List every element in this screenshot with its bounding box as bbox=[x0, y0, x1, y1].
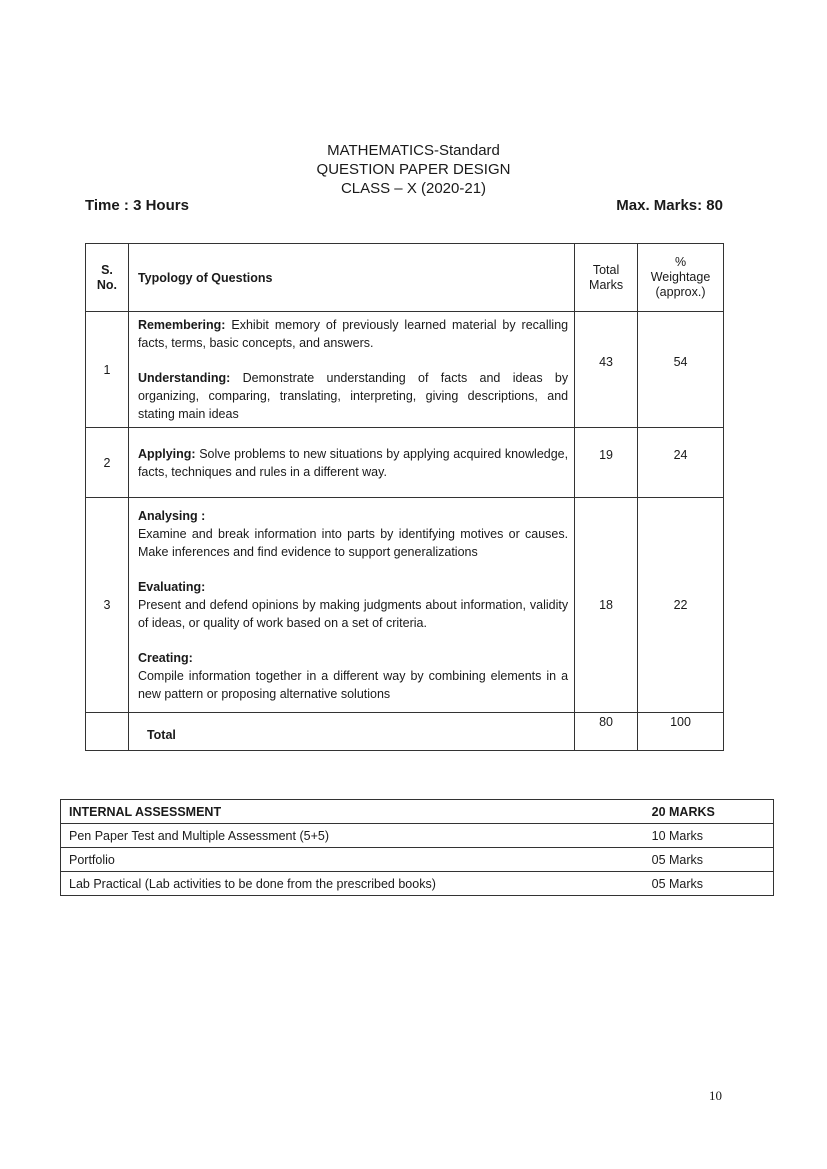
ia-title: INTERNAL ASSESSMENT bbox=[61, 800, 644, 824]
table-row bbox=[86, 312, 724, 428]
ia-marks: 10 Marks bbox=[644, 824, 774, 848]
header-wt-line1: % bbox=[674, 255, 687, 269]
class-title: CLASS – X (2020-21) bbox=[340, 180, 487, 197]
page-number: 10 bbox=[709, 1088, 722, 1103]
remembering-block bbox=[138, 316, 568, 352]
document-heading bbox=[0, 142, 827, 199]
row-sno: 3 bbox=[86, 498, 129, 713]
design-title: QUESTION PAPER DESIGN bbox=[316, 161, 511, 178]
creating-text: Compile information together in a different way by combining elements in a new pattern or proposing alternative solutions bbox=[137, 669, 569, 701]
row-marks: 18 bbox=[575, 498, 638, 713]
max-marks-label: Max. Marks: 80 bbox=[616, 197, 723, 214]
ia-header-row bbox=[61, 800, 774, 824]
total-blank-cell bbox=[86, 713, 129, 751]
row-sno: 1 bbox=[86, 312, 129, 428]
evaluating-text: Present and defend opinions by making judgments about information, validity of ideas, or quality of work based on a set of criteria. bbox=[137, 598, 569, 630]
creating-title: Creating: bbox=[137, 651, 193, 665]
row-typology bbox=[128, 312, 574, 428]
creating-block bbox=[138, 649, 568, 703]
remembering-text: Exhibit memory of previously learned material by recalling facts, terms, basic concepts, and answers. bbox=[137, 318, 569, 350]
evaluating-title: Evaluating: bbox=[137, 580, 206, 594]
header-marks-line1: Total bbox=[592, 262, 620, 277]
row-weightage: 22 bbox=[638, 498, 724, 713]
total-weightage: 100 bbox=[638, 713, 724, 751]
table-row bbox=[61, 848, 774, 872]
analysing-title: Analysing : bbox=[137, 509, 206, 523]
ia-item: Pen Paper Test and Multiple Assessment (5+5) bbox=[61, 824, 644, 848]
row-typology bbox=[128, 428, 574, 498]
ia-marks: 05 Marks bbox=[644, 848, 774, 872]
total-label: Total bbox=[128, 713, 574, 751]
applying-title: Applying: bbox=[137, 446, 196, 461]
total-marks: 80 bbox=[575, 713, 638, 751]
header-sno-line1: S. bbox=[101, 262, 113, 277]
header-total-marks bbox=[575, 244, 638, 312]
header-sno-line2: No. bbox=[96, 277, 118, 292]
analysing-block bbox=[138, 507, 568, 561]
total-row bbox=[86, 713, 724, 751]
understanding-text: Demonstrate understanding of facts and ideas by organizing, comparing, translating, interpreting, giving descriptions, and stating main ideas bbox=[137, 371, 569, 421]
table-row bbox=[61, 824, 774, 848]
table-row bbox=[86, 428, 724, 498]
header-sno bbox=[86, 244, 129, 312]
header-wt-line3: (approx.) bbox=[655, 285, 706, 299]
understanding-title: Understanding: bbox=[137, 371, 231, 385]
row-marks: 19 bbox=[575, 428, 638, 498]
ia-marks: 05 Marks bbox=[644, 872, 774, 896]
table-header-row bbox=[86, 244, 724, 312]
table-row bbox=[86, 498, 724, 713]
time-label: Time : 3 Hours bbox=[85, 197, 189, 214]
header-marks-line2: Marks bbox=[589, 277, 624, 292]
analysing-text: Examine and break information into parts by identifying motives or causes. Make inferences and find evidence to support generalizations bbox=[137, 527, 569, 559]
ia-title-marks: 20 MARKS bbox=[644, 800, 774, 824]
row-marks: 43 bbox=[575, 312, 638, 428]
row-sno: 2 bbox=[86, 428, 129, 498]
applying-block bbox=[138, 445, 568, 481]
header-wt-line2: Weightage bbox=[650, 270, 711, 284]
internal-assessment-table bbox=[60, 799, 774, 896]
row-weightage: 54 bbox=[638, 312, 724, 428]
subject-title: MATHEMATICS-Standard bbox=[327, 142, 500, 159]
ia-item: Lab Practical (Lab activities to be done from the prescribed books) bbox=[61, 872, 644, 896]
header-weightage bbox=[638, 244, 724, 312]
evaluating-block bbox=[138, 578, 568, 632]
header-typology: Typology of Questions bbox=[128, 244, 574, 312]
row-weightage: 24 bbox=[638, 428, 724, 498]
understanding-block bbox=[138, 369, 568, 423]
table-row bbox=[61, 872, 774, 896]
applying-text: Solve problems to new situations by applying acquired knowledge, facts, techniques and rules in a different way. bbox=[137, 446, 569, 479]
question-paper-design-table bbox=[85, 243, 724, 751]
remembering-title: Remembering: bbox=[137, 318, 226, 332]
row-typology bbox=[128, 498, 574, 713]
ia-item: Portfolio bbox=[61, 848, 644, 872]
